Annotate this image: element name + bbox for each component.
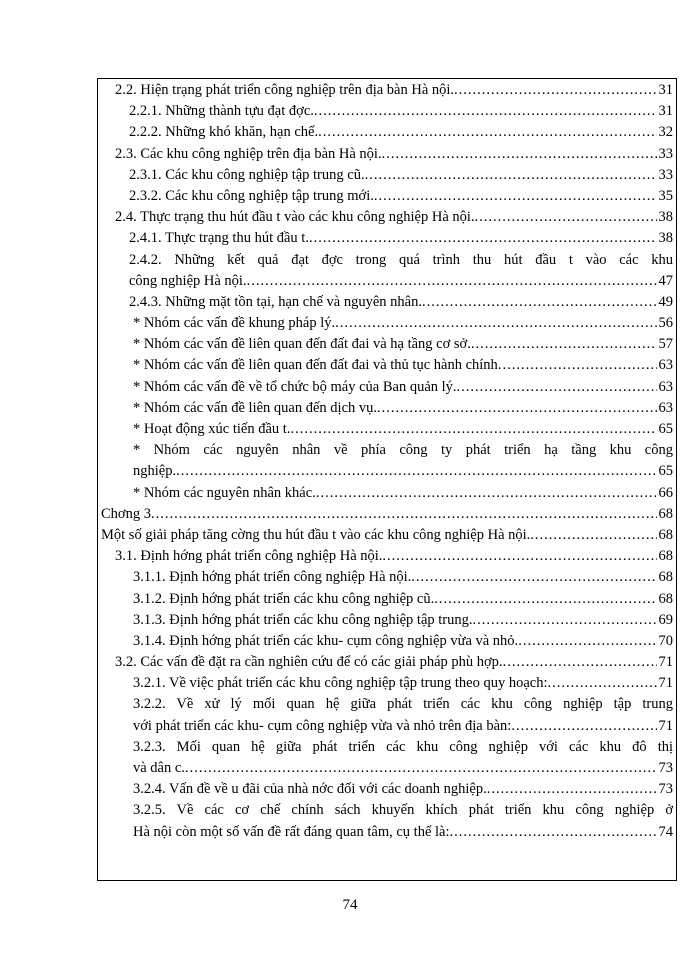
toc-entry[interactable]	[97, 377, 677, 398]
toc-entry[interactable]	[97, 292, 677, 313]
toc-entry-page: 68	[658, 548, 673, 565]
toc-entry[interactable]	[97, 165, 677, 186]
table-of-contents	[97, 80, 677, 843]
page-number: 74	[342, 897, 358, 913]
toc-entry-page: 32	[658, 124, 673, 141]
toc-entry-page: 47	[658, 272, 673, 289]
toc-entry-label: * Nhóm các vấn đề khung pháp lý.	[133, 315, 336, 332]
dot-leader	[176, 461, 656, 482]
toc-entry-label: 3.1.2. Định hớng phát triển các khu công nghiệp cũ.	[133, 590, 435, 607]
toc-entry-line1: 2.4.2. Những kết quả đạt đợc trong quá trình thu hút đầu t vào các khu	[129, 251, 673, 268]
toc-entry-label: và dân c.	[133, 760, 185, 777]
toc-entry[interactable]	[97, 250, 677, 292]
toc-entry-label: nghiệp.	[133, 463, 177, 480]
toc-entry[interactable]	[97, 419, 677, 440]
toc-entry-page: 63	[658, 399, 673, 416]
toc-entry[interactable]	[97, 228, 677, 249]
toc-entry-page: 38	[658, 230, 673, 247]
dot-leader	[454, 80, 656, 101]
toc-entry-page: 68	[658, 526, 673, 543]
toc-entry-page: 68	[658, 569, 673, 586]
dot-leader	[309, 228, 657, 249]
dot-leader	[185, 758, 657, 779]
toc-entry-page: 63	[658, 357, 673, 374]
toc-entry[interactable]	[97, 652, 677, 673]
toc-entry[interactable]	[97, 525, 677, 546]
dot-leader	[247, 271, 657, 292]
toc-entry-label: công nghiệp Hà nội.	[129, 272, 247, 289]
toc-entry[interactable]	[97, 567, 677, 588]
toc-entry-page: 33	[658, 145, 673, 162]
toc-entry-line1: 3.2.5. Về các cơ chế chính sách khuyến khích phát triển khu công nghiệp ở	[133, 802, 673, 819]
toc-entry-page: 74	[658, 823, 673, 840]
toc-entry[interactable]	[97, 80, 677, 101]
dot-leader	[547, 673, 656, 694]
toc-entry[interactable]	[97, 122, 677, 143]
toc-entry-page: 71	[658, 717, 673, 734]
toc-entry-page: 38	[658, 209, 673, 226]
toc-entry-page: 33	[658, 166, 673, 183]
dot-leader	[503, 652, 657, 673]
dot-leader	[382, 144, 657, 165]
dot-leader	[511, 716, 656, 737]
toc-entry-page: 35	[658, 187, 673, 204]
dot-leader	[316, 483, 657, 504]
dot-leader	[382, 546, 656, 567]
toc-entry-label: * Nhóm các vấn đề liên quan đến dịch vụ.	[133, 399, 378, 416]
toc-entry[interactable]	[97, 546, 677, 567]
dot-leader	[487, 779, 657, 800]
toc-entry-page: 63	[658, 378, 673, 395]
toc-entry-label: * Hoạt động xúc tiến đầu t.	[133, 421, 291, 438]
dot-leader	[472, 610, 656, 631]
toc-entry-page: 68	[658, 590, 673, 607]
dot-leader	[335, 313, 656, 334]
toc-entry[interactable]	[97, 800, 677, 842]
toc-entry-page: 71	[658, 675, 673, 692]
toc-entry-label: 3.1.3. Định hớng phát triển các khu công nghiệp tập trung.	[133, 611, 473, 628]
toc-entry-label: 2.3.1. Các khu công nghiệp tập trung cũ.	[129, 166, 365, 183]
toc-entry-label: 2.2.1. Những thành tựu đạt đợc.	[129, 103, 314, 120]
dot-leader	[314, 101, 657, 122]
toc-entry-label: 3.2.4. Vấn đề về u đãi của nhà nớc đối với các doanh nghiệp.	[133, 781, 487, 798]
toc-entry-label: 3.1. Định hớng phát triển công nghiệp Hà nội.	[115, 548, 383, 565]
toc-entry[interactable]	[97, 631, 677, 652]
dot-leader	[457, 377, 657, 398]
toc-entry[interactable]	[97, 207, 677, 228]
toc-entry-page: 66	[658, 484, 673, 501]
dot-leader	[434, 589, 656, 610]
toc-entry-page: 65	[658, 421, 673, 438]
toc-entry-line1: 3.2.2. Về xử lý mối quan hệ giữa phát triển các khu công nghiệp tập trung	[133, 696, 673, 713]
dot-leader	[365, 165, 657, 186]
toc-entry-page: 73	[658, 781, 673, 798]
toc-entry[interactable]	[97, 398, 677, 419]
toc-entry-label: 3.2.1. Về việc phát triển các khu công nghiệp tập trung theo quy hoạch:	[133, 675, 548, 692]
toc-entry[interactable]	[97, 694, 677, 736]
toc-entry-page: 65	[658, 463, 673, 480]
dot-leader	[530, 525, 656, 546]
toc-entry-line1: * Nhóm các nguyên nhân về phía công ty phát triển hạ tầng khu công	[133, 442, 673, 459]
toc-entry[interactable]	[97, 355, 677, 376]
toc-entry-label: 2.4. Thực trạng thu hút đầu t vào các khu công nghiệp Hà nội.	[115, 209, 475, 226]
toc-entry[interactable]	[97, 186, 677, 207]
dot-leader	[411, 567, 656, 588]
toc-entry[interactable]	[97, 673, 677, 694]
dot-leader	[290, 419, 656, 440]
toc-entry-label: 2.3. Các khu công nghiệp trên địa bàn Hà nội.	[115, 145, 382, 162]
toc-entry[interactable]	[97, 504, 677, 525]
toc-entry-label: Một số giải pháp tăng cờng thu hút đầu t vào các khu công nghiệp Hà nội.	[101, 526, 531, 543]
toc-entry-label: 3.1.4. Định hớng phát triển các khu- cụm công nghiệp vừa và nhỏ.	[133, 632, 519, 649]
toc-entry-page: 68	[658, 505, 673, 522]
toc-entry-label: 2.4.3. Những mặt tồn tại, hạn chế và nguyên nhân.	[129, 293, 422, 310]
toc-entry-label: 3.2. Các vấn đề đặt ra cần nghiên cứu để có các giải pháp phù hợp.	[115, 654, 503, 671]
toc-entry-page: 73	[658, 760, 673, 777]
toc-entry[interactable]	[97, 589, 677, 610]
dot-leader	[422, 292, 657, 313]
toc-entry-page: 71	[658, 654, 673, 671]
toc-entry[interactable]	[97, 313, 677, 334]
toc-entry[interactable]	[97, 483, 677, 504]
dot-leader	[498, 355, 657, 376]
toc-entry-label: Hà nội còn một số vấn đề rất đáng quan tâm, cụ thể là:	[133, 823, 450, 840]
toc-entry-page: 57	[658, 336, 673, 353]
toc-entry-label: * Nhóm các nguyên nhân khác.	[133, 484, 316, 501]
toc-entry-page: 31	[658, 103, 673, 120]
toc-entry[interactable]	[97, 101, 677, 122]
toc-entry-page: 70	[658, 632, 673, 649]
toc-entry-page: 56	[658, 315, 673, 332]
toc-entry-page: 31	[658, 82, 673, 98]
toc-entry-label: 2.3.2. Các khu công nghiệp tập trung mới.	[129, 187, 374, 204]
toc-entry[interactable]	[97, 737, 677, 779]
toc-entry[interactable]	[97, 440, 677, 482]
toc-entry-label: 2.2.2. Những khó khăn, hạn chế.	[129, 124, 319, 141]
dot-leader	[471, 334, 657, 355]
dot-leader	[151, 504, 657, 525]
dot-leader	[518, 631, 656, 652]
toc-entry[interactable]	[97, 610, 677, 631]
toc-entry-label: Chơng 3	[101, 505, 151, 522]
toc-entry-page: 69	[658, 611, 673, 628]
toc-entry-page: 49	[658, 293, 673, 310]
toc-entry-line1: 3.2.3. Mối quan hệ giữa phát triển các khu công nghiệp với các khu đô thị	[133, 738, 673, 755]
toc-entry-label: * Nhóm các vấn đề về tổ chức bộ máy của Ban quản lý.	[133, 378, 457, 395]
toc-entry-label: 3.1.1. Định hớng phát triển công nghiệp Hà nội.	[133, 569, 412, 586]
dot-leader	[374, 186, 657, 207]
dot-leader	[377, 398, 656, 419]
dot-leader	[475, 207, 657, 228]
dot-leader	[318, 122, 656, 143]
toc-entry[interactable]	[97, 779, 677, 800]
dot-leader	[450, 822, 657, 843]
toc-entry[interactable]	[97, 144, 677, 165]
toc-entry-label: * Nhóm các vấn đề liên quan đến đất đai và thủ tục hành chính	[133, 357, 498, 374]
toc-entry-label: 2.2. Hiện trạng phát triển công nghiệp trên địa bàn Hà nội.	[115, 82, 455, 98]
toc-entry-label: * Nhóm các vấn đề liên quan đến đất đai và hạ tầng cơ sở.	[133, 336, 471, 353]
toc-entry-label: với phát triển các khu- cụm công nghiệp vừa và nhỏ trên địa bàn:	[133, 717, 512, 734]
toc-entry-label: 2.4.1. Thực trạng thu hút đầu t.	[129, 230, 309, 247]
toc-entry[interactable]	[97, 334, 677, 355]
